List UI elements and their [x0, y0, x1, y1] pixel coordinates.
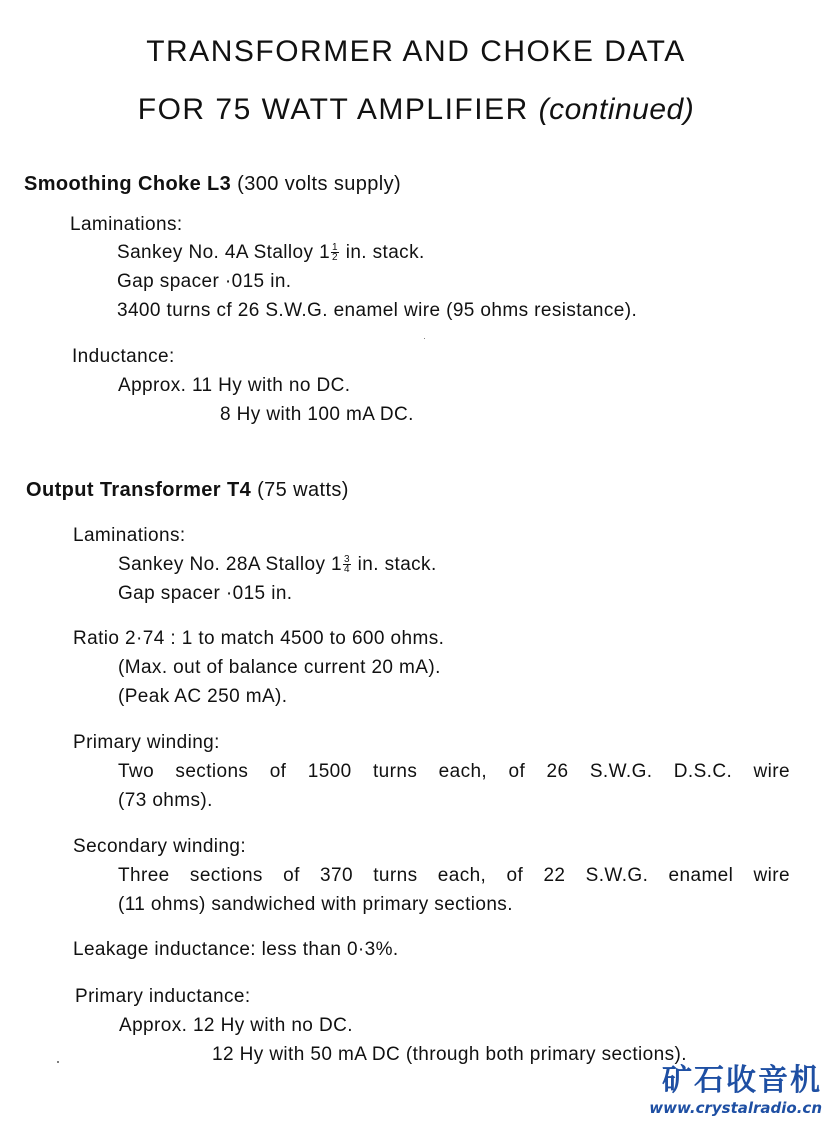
choke-inductance-2: 8 Hy with 100 mA DC. [220, 404, 414, 425]
transformer-laminations-label: Laminations: [73, 525, 186, 546]
choke-heading-bold: Smoothing Choke L3 [24, 173, 232, 195]
choke-lamination-stack [117, 241, 425, 265]
transformer-heading-rest: (75 watts) [257, 479, 349, 501]
watermark-chinese: 矿石收音机 [662, 1063, 822, 1098]
transformer-primary-label: Primary winding: [73, 732, 220, 753]
transformer-ratio-note-1: (Max. out of balance current 20 mA). [118, 657, 441, 678]
transformer-secondary-1: Three sections of 370 turns each, of 22 S.W.G. enamel wire [118, 865, 790, 886]
choke-inductance-label: Inductance: [72, 346, 175, 367]
transformer-ratio-note-2: (Peak AC 250 mA). [118, 686, 288, 707]
title-text-1: TRANSFORMER AND CHOKE DATA [146, 35, 686, 68]
scan-speck [424, 338, 425, 339]
title-continued: (continued) [538, 93, 695, 126]
choke-turns: 3400 turns cf 26 S.W.G. enamel wire (95 ohms resistance). [117, 300, 638, 321]
choke-lam1-suffix: in. stack. [340, 242, 425, 263]
transformer-primary-inductance-2: 12 Hy with 50 mA DC (through both primary sections). [212, 1044, 687, 1065]
transformer-heading-bold: Output Transformer T4 [26, 479, 252, 501]
transformer-lam1-text: Sankey No. 28A Stalloy 1 [118, 554, 343, 575]
title-line-2 [0, 92, 832, 128]
title-text-2: FOR 75 WATT AMPLIFIER [137, 93, 529, 126]
transformer-frac-num: 3 [344, 554, 350, 566]
transformer-primary-inductance-1: Approx. 12 Hy with no DC. [119, 1015, 353, 1036]
transformer-secondary-2: (11 ohms) sandwiched with primary sections. [118, 894, 513, 915]
transformer-secondary-label: Secondary winding: [73, 836, 247, 857]
transformer-primary-1: Two sections of 1500 turns each, of 26 S.W.G. D.S.C. wire [118, 761, 790, 782]
title-line-1 [0, 34, 832, 70]
choke-gap-spacer: Gap spacer ·015 in. [117, 271, 292, 292]
transformer-primary-2: (73 ohms). [118, 790, 213, 811]
transformer-leakage: Leakage inductance: less than 0·3%. [73, 939, 399, 960]
transformer-gap-spacer: Gap spacer ·015 in. [118, 583, 293, 604]
choke-lam1-fraction [331, 243, 339, 262]
transformer-lamination-stack [118, 553, 437, 577]
transformer-lam1-suffix: in. stack. [351, 554, 437, 575]
choke-frac-den: 2 [332, 252, 339, 264]
choke-lam1-text: Sankey No. 4A Stalloy 1 [117, 242, 331, 263]
choke-frac-num: 1 [332, 242, 339, 254]
scan-speck [57, 1061, 59, 1063]
choke-inductance-1: Approx. 11 Hy with no DC. [118, 375, 351, 396]
choke-heading-rest: (300 volts supply) [237, 173, 402, 195]
choke-laminations-label: Laminations: [70, 214, 183, 235]
transformer-primary-inductance-label: Primary inductance: [75, 986, 251, 1007]
transformer-lam1-fraction [343, 555, 351, 574]
watermark-url: www.crystalradio.cn [649, 1099, 822, 1117]
transformer-frac-den: 4 [344, 564, 350, 576]
transformer-ratio: Ratio 2·74 : 1 to match 4500 to 600 ohms. [73, 628, 445, 649]
transformer-heading [26, 478, 349, 502]
choke-heading [24, 172, 401, 196]
watermark [649, 1064, 822, 1118]
